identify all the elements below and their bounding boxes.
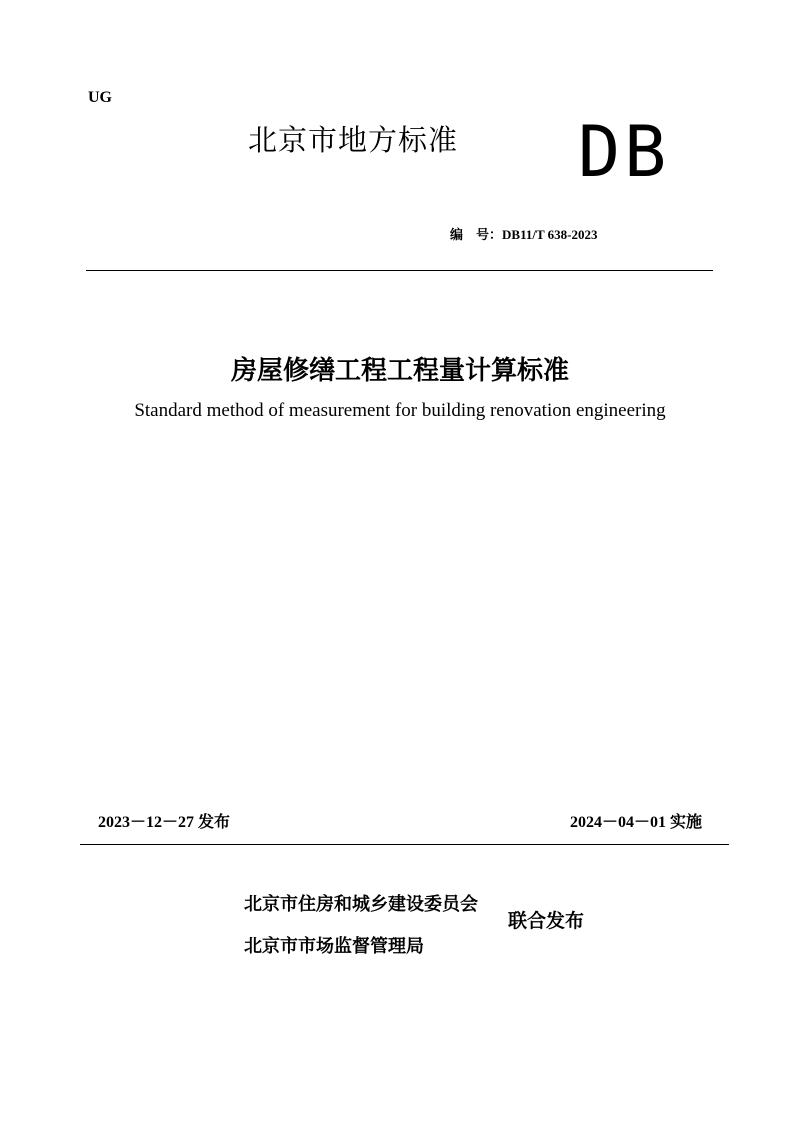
standard-number-value: DB11/T 638-2023: [502, 227, 598, 242]
issuer-market-regulation: 北京市市场监督管理局: [244, 936, 424, 957]
db-mark: DB: [578, 111, 671, 193]
standard-type-heading: 北京市地方标准: [248, 123, 459, 157]
joint-issue-label: 联合发布: [508, 910, 585, 932]
ics-code: UG: [88, 89, 112, 106]
title-chinese: 房屋修缮工程工程量计算标准: [230, 356, 569, 386]
implementation-date: 2024－04－01 实施: [569, 814, 702, 831]
issuer-housing-commission: 北京市住房和城乡建设委员会: [244, 894, 478, 915]
title-english: Standard method of measurement for building renovation engineering: [134, 400, 666, 421]
standard-number: [450, 226, 597, 245]
top-divider: [86, 270, 713, 271]
issue-date: 2023－12－27 发布: [98, 814, 231, 831]
standard-number-label: 编 号：: [450, 228, 503, 243]
bottom-divider: [80, 844, 729, 845]
